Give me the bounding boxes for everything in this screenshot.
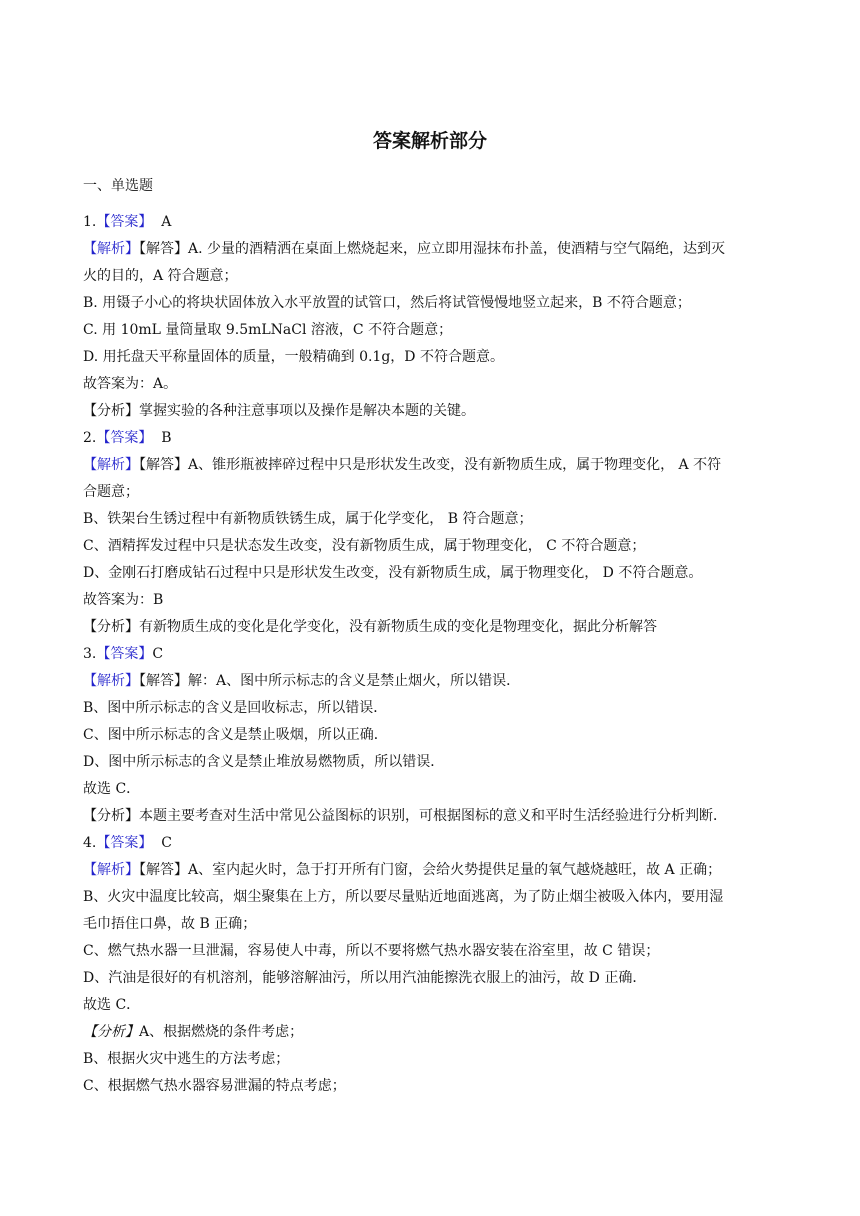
q2-explain-line-1 <box>83 456 783 474</box>
q1-answer-line <box>83 213 783 231</box>
q1-text-5: D. 用托盘天平称量固体的质量，一般精确到 0.1g，D 不符合题意。 <box>83 349 504 365</box>
q2-answer: B <box>161 430 172 446</box>
q4-text-3: 毛巾捂住口鼻，故 B 正确； <box>83 916 257 932</box>
q1-explain-line-1 <box>83 240 783 258</box>
q1-analysis: 【分析】掌握实验的各种注意事项以及操作是解决本题的关键。 <box>83 403 475 419</box>
q2-text-2: 合题意； <box>83 484 139 500</box>
q4-text-2: B、火灾中温度比较高，烟尘聚集在上方，所以要尽量贴近地面逃离，为了防止烟尘被吸入体内，要用湿 <box>83 889 724 905</box>
q2-text-6: 故答案为：B <box>83 592 164 608</box>
q1-text-3: B. 用镊子小心的将块状固体放入水平放置的试管口，然后将试管慢慢地竖立起来，B 不符合题意； <box>83 295 691 311</box>
q3-answer-tag: 【答案】 <box>96 646 153 662</box>
q4-number: 4. <box>83 835 97 851</box>
q1-text-6: 故答案为：A。 <box>83 376 178 392</box>
q3-text-2: B、图中所示标志的含义是回收标志，所以错误． <box>83 700 388 716</box>
q4-text-7: A、根据燃烧的条件考虑； <box>139 1024 304 1040</box>
q1-explain-tag: 【解析】 <box>83 241 139 257</box>
q4-text-1: 【解答】A、室内起火时，急于打开所有门窗，会给火势提供足量的氧气越烧越旺，故 A 正确； <box>139 862 722 878</box>
q4-explain-line-1 <box>83 861 783 879</box>
q2-text-1: 【解答】A、锥形瓶被摔碎过程中只是形状发生改变，没有新物质生成，属于物理变化， A 不符 <box>139 457 722 473</box>
q4-analysis-tag: 【分析】 <box>83 1024 139 1040</box>
q2-text-5: D、金刚石打磨成钻石过程中只是形状发生改变，没有新物质生成，属于物理变化， D 不符合题意。 <box>83 565 703 581</box>
q3-text-5: 故选 C． <box>83 781 141 797</box>
q4-text-8: B、根据火灾中逃生的方法考虑； <box>83 1051 290 1067</box>
q4-text-9: C、根据燃气热水器容易泄漏的特点考虑； <box>83 1078 346 1094</box>
q3-explain-line-1 <box>83 672 783 690</box>
section-heading: 一、单选题 <box>83 178 153 194</box>
q2-explain-tag: 【解析】 <box>83 457 139 473</box>
q3-explain-tag: 【解析】 <box>83 673 139 689</box>
q3-number: 3. <box>83 646 97 662</box>
q3-text-4: D、图中所示标志的含义是禁止堆放易燃物质，所以错误． <box>83 754 445 770</box>
q1-number: 1. <box>83 214 97 230</box>
q2-number: 2. <box>83 430 97 446</box>
q4-analysis-line-1 <box>83 1023 783 1041</box>
q1-answer: A <box>161 214 172 230</box>
q4-answer-line <box>83 834 783 852</box>
q2-answer-line <box>83 429 783 447</box>
q4-answer-tag: 【答案】 <box>96 835 153 851</box>
q1-text-4: C. 用 10mL 量筒量取 9.5mLNaCl 溶液，C 不符合题意； <box>83 322 453 338</box>
page-title: 答案解析部分 <box>372 130 487 152</box>
q2-analysis: 【分析】有新物质生成的变化是化学变化，没有新物质生成的变化是物理变化，据此分析解答 <box>83 619 657 635</box>
q3-text-1: 【解答】解：A、图中所示标志的含义是禁止烟火，所以错误． <box>139 673 521 689</box>
q3-text-3: C、图中所示标志的含义是禁止吸烟，所以正确． <box>83 727 388 743</box>
q4-answer: C <box>161 835 172 851</box>
q2-text-4: C、酒精挥发过程中只是状态发生改变，没有新物质生成，属于物理变化， C 不符合题意； <box>83 538 646 554</box>
q1-text-1: 【解答】A. 少量的酒精洒在桌面上燃烧起来，应立即用湿抹布扑盖，使酒精与空气隔绝，达到灭 <box>139 241 726 257</box>
q1-answer-tag: 【答案】 <box>96 214 153 230</box>
q1-text-2: 火的目的，A 符合题意； <box>83 268 238 284</box>
q3-analysis: 【分析】本题主要考查对生活中常见公益图标的识别，可根据图标的意义和平时生活经验进行分析判断． <box>83 808 727 824</box>
q4-text-5: D、汽油是很好的有机溶剂，能够溶解油污，所以用汽油能擦洗衣服上的油污，故 D 正确． <box>83 970 647 986</box>
q4-text-6: 故选 C． <box>83 997 141 1013</box>
q4-explain-tag: 【解析】 <box>83 862 139 878</box>
q2-answer-tag: 【答案】 <box>96 430 153 446</box>
q2-text-3: B、铁架台生锈过程中有新物质铁锈生成，属于化学变化， B 符合题意； <box>83 511 533 527</box>
q4-text-4: C、燃气热水器一旦泄漏，容易使人中毒，所以不要将燃气热水器安装在浴室里，故 C 错误； <box>83 943 660 959</box>
q3-answer: C <box>152 646 164 662</box>
q3-answer-line <box>83 645 783 663</box>
